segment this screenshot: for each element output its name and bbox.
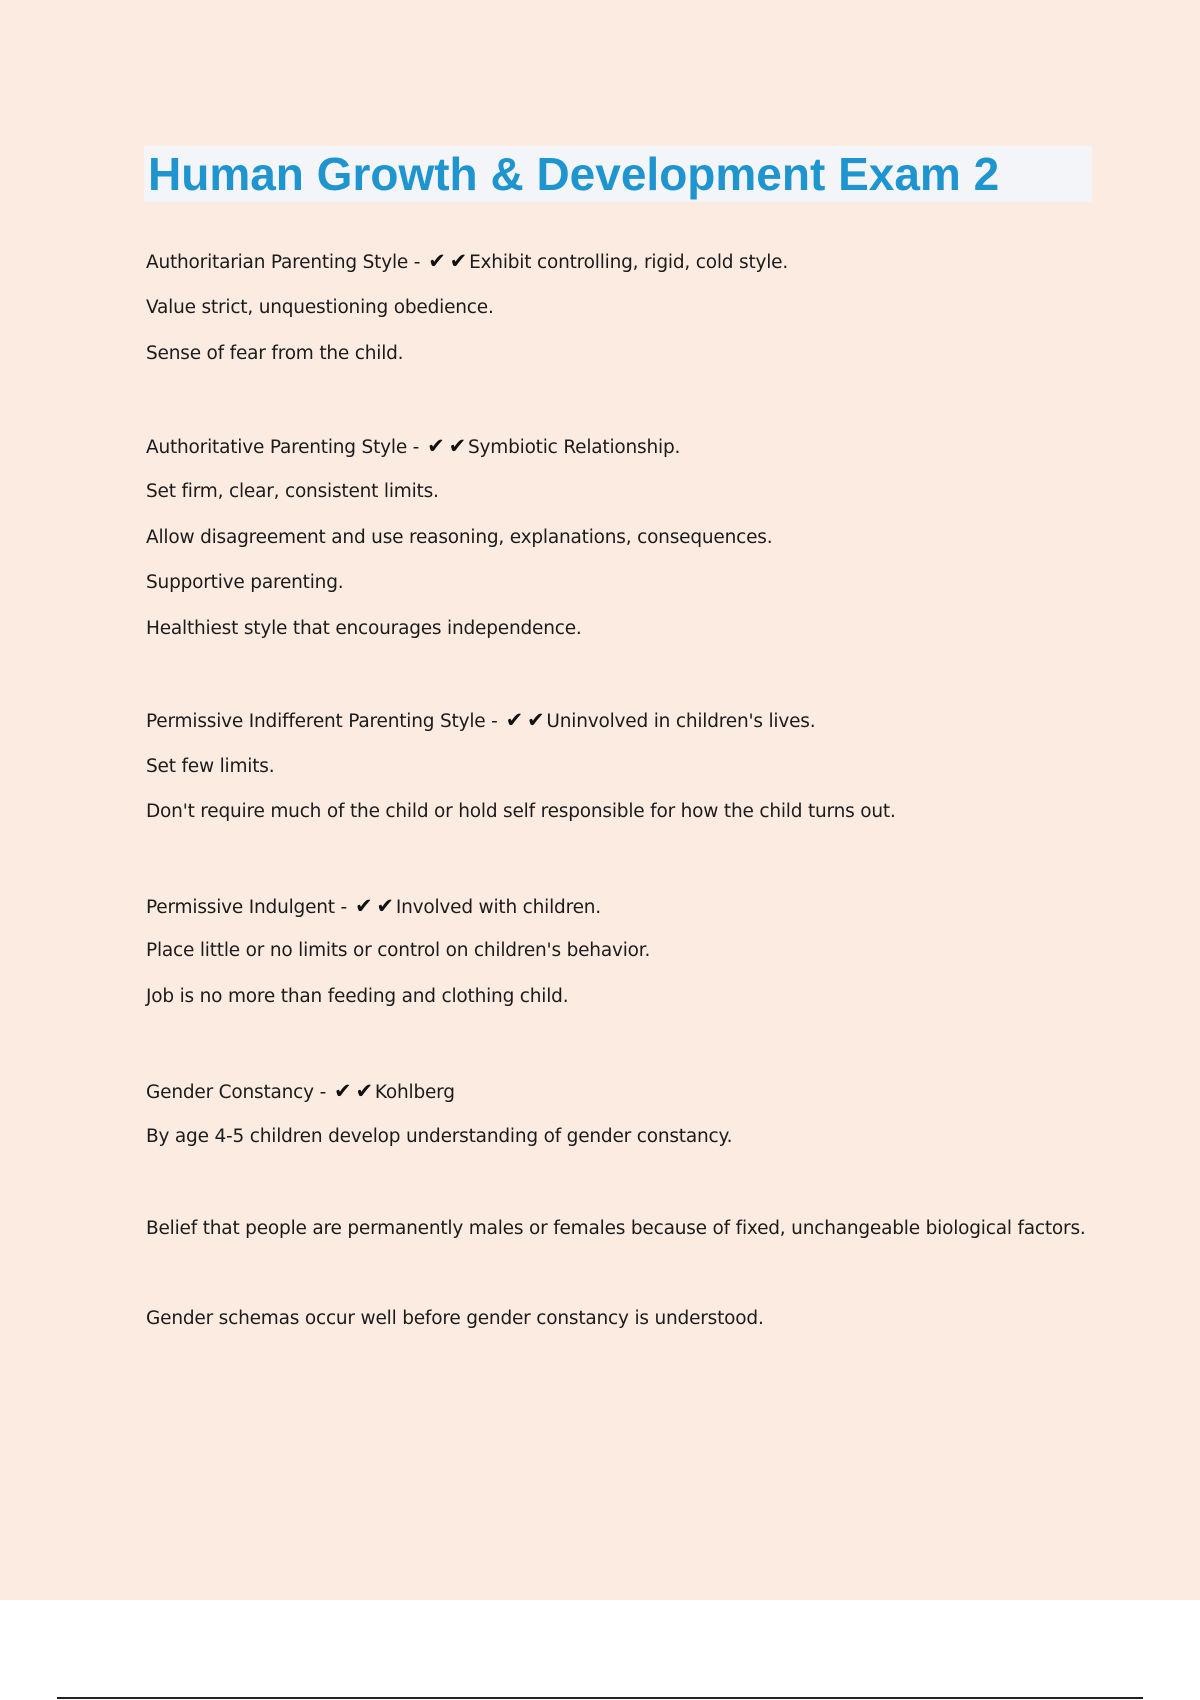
term-line <box>146 706 815 736</box>
term-label: Gender Constancy - <box>146 1082 327 1103</box>
term-definition: Involved with children. <box>395 897 601 918</box>
check-icon: ✔ <box>427 434 445 458</box>
term-label: Permissive Indifferent Parenting Style - <box>146 711 498 732</box>
check-icon: ✔ <box>355 894 373 918</box>
term-label: Authoritative Parenting Style - <box>146 437 420 458</box>
footer-divider <box>57 1697 1143 1699</box>
term-definition: Kohlberg <box>374 1082 455 1103</box>
definition-line: Place little or no limits or control on children's behavior. <box>146 940 651 961</box>
check-icon: ✔ <box>355 1079 373 1103</box>
definition-line: Gender schemas occur well before gender constancy is understood. <box>146 1308 764 1329</box>
term-definition: Uninvolved in children's lives. <box>546 711 816 732</box>
definition-line: Belief that people are permanently males or females because of fixed, unchangeable biological factors. <box>146 1218 1086 1239</box>
term-label: Permissive Indulgent - <box>146 897 347 918</box>
definition-line: Value strict, unquestioning obedience. <box>146 297 494 318</box>
check-icon: ✔ <box>449 249 468 273</box>
definition-line: Don't require much of the child or hold self responsible for how the child turns out. <box>146 801 896 822</box>
definition-line: Healthiest style that encourages independence. <box>146 618 582 639</box>
definition-line: Set few limits. <box>146 756 275 777</box>
definition-line: Set firm, clear, consistent limits. <box>146 481 439 502</box>
term-label: Authoritarian Parenting Style - <box>146 252 421 273</box>
document-title: Human Growth & Development Exam 2 <box>148 148 1000 200</box>
definition-line: Allow disagreement and use reasoning, explanations, consequences. <box>146 527 773 548</box>
check-icon: ✔ <box>376 894 394 918</box>
term-definition: Symbiotic Relationship. <box>467 437 681 458</box>
definition-line: Sense of fear from the child. <box>146 343 404 364</box>
check-icon: ✔ <box>334 1079 352 1103</box>
term-line <box>146 432 680 462</box>
check-icon: ✔ <box>527 708 545 732</box>
definition-line: Job is no more than feeding and clothing child. <box>146 986 569 1007</box>
check-icon: ✔ <box>448 434 466 458</box>
term-line <box>146 1077 455 1107</box>
term-line <box>146 247 788 277</box>
check-icon: ✔ <box>505 708 524 732</box>
definition-line: By age 4-5 children develop understanding of gender constancy. <box>146 1126 733 1147</box>
check-icon: ✔ <box>428 249 446 273</box>
definition-line: Supportive parenting. <box>146 572 344 593</box>
term-line <box>146 892 601 922</box>
term-definition: Exhibit controlling, rigid, cold style. <box>469 252 789 273</box>
